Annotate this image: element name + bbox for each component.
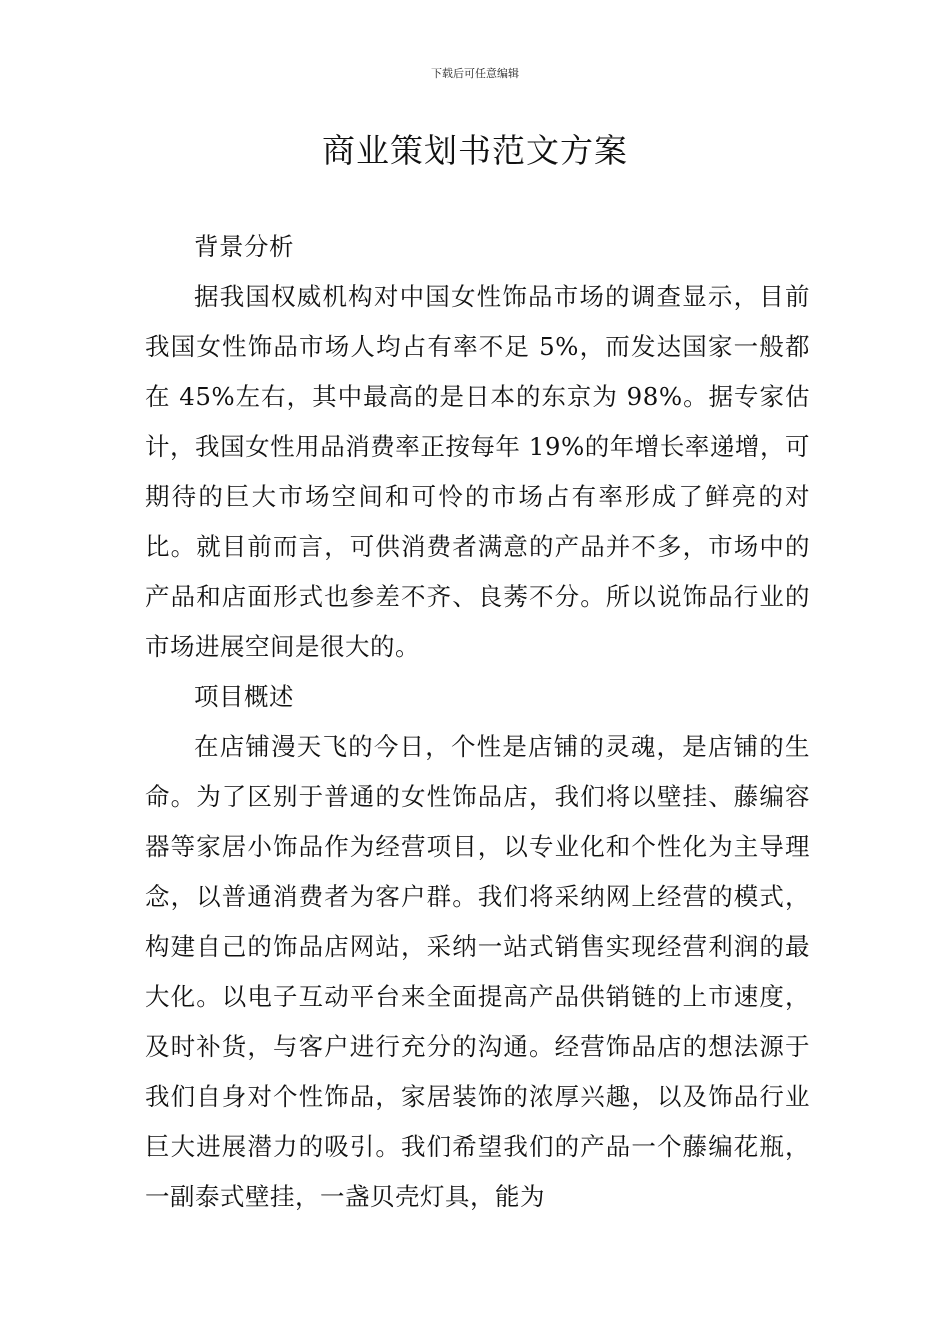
section-heading-overview: 项目概述 [194, 682, 294, 711]
document-title: 商业策划书范文方案 [322, 131, 628, 170]
paragraph-overview: 在店铺漫天飞的今日，个性是店铺的灵魂，是店铺的生命。为了区别于普通的女性饰品店，我们将以壁挂、藤编容器等家居小饰品作为经营项目，以专业化和个性化为主导理念，以普通消费者为客户群。我们将采纳网上经营的模式，构建自己的饰品店网站，采纳一站式销售实现经营利润的最大化。以电子互动平台来全面提高产品供销链的上市速度，及时补货，与客户进行充分的沟通。经营饰品店的想法源于我们自身对个性饰品，家居装饰的浓厚兴趣，以及饰品行业巨大进展潜力的吸引。我们希望我们的产品一个藤编花瓶，一副泰式壁挂，一盏贝壳灯具，能为 [145, 732, 810, 1211]
document-body [145, 222, 810, 1222]
header-note: 下载后可任意编辑 [431, 67, 519, 80]
section-heading-background: 背景分析 [194, 232, 294, 261]
paragraph-background: 据我国权威机构对中国女性饰品市场的调查显示，目前我国女性饰品市场人均占有率不足 5%，而发达国家一般都在 45%左右，其中最高的是日本的东京为 98%。据专家估计，我国女性用品消费率正按每年 19%的年增长率递增，可期待的巨大市场空间和可怜的市场占有率形成了鲜亮的对比。就目前而言，可供消费者满意的产品并不多，市场中的产品和店面形式也参差不齐、良莠不分。所以说饰品行业的市场进展空间是很大的。 [145, 282, 810, 661]
